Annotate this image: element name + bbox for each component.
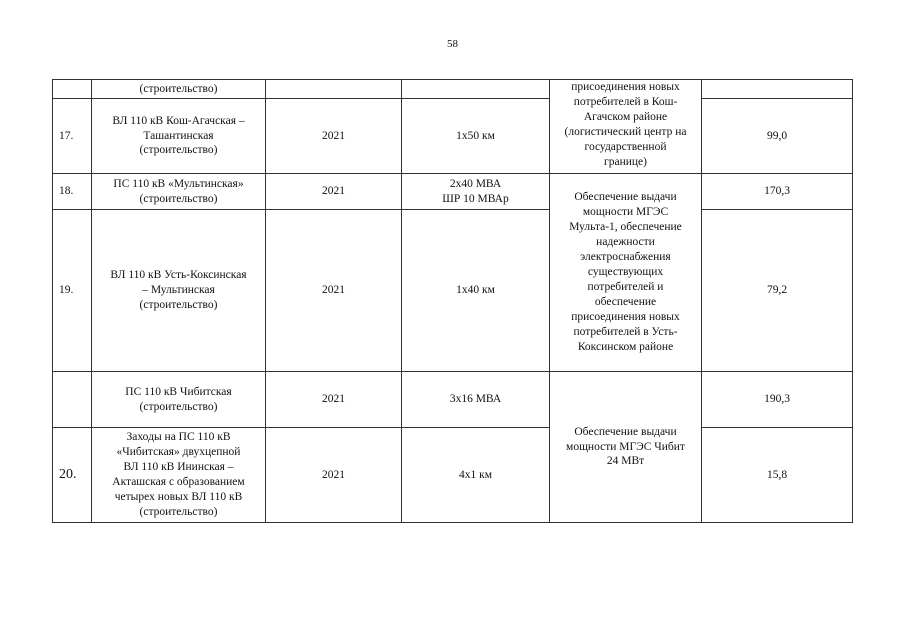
object-name: ВЛ 110 кВ Усть-Коксинская – Мультинская (строительство) — [92, 210, 266, 372]
year-cell — [266, 80, 402, 99]
cost-cell: 190,3 — [702, 372, 853, 428]
object-name: ПС 110 кВ Чибитская (строительство) — [92, 372, 266, 428]
year-cell: 2021 — [266, 99, 402, 174]
year-cell: 2021 — [266, 210, 402, 372]
page-number: 58 — [447, 38, 458, 50]
projects-table — [52, 79, 853, 523]
capacity-cell: 1х50 км — [402, 99, 550, 174]
object-name: (строительство) — [92, 80, 266, 99]
cost-cell — [702, 80, 853, 99]
year-cell: 2021 — [266, 174, 402, 210]
purpose-cell: Обеспечение выдачи мощности МГЭС Чибит 24 МВт — [550, 372, 702, 523]
capacity-cell — [402, 80, 550, 99]
table-row — [53, 174, 853, 210]
row-number: 17. — [53, 99, 92, 174]
object-name: ВЛ 110 кВ Кош-Агачская – Ташантинская (строительство) — [92, 99, 266, 174]
year-cell: 2021 — [266, 372, 402, 428]
capacity-cell: 2х40 МВА ШР 10 МВАр — [402, 174, 550, 210]
capacity-cell: 4х1 км — [402, 428, 550, 523]
table-row — [53, 372, 853, 428]
cost-cell: 79,2 — [702, 210, 853, 372]
object-name: Заходы на ПС 110 кВ «Чибитская» двухцепной ВЛ 110 кВ Ининская – Акташская с образованием четырех новых ВЛ 110 кВ (строительство) — [92, 428, 266, 523]
table-row — [53, 99, 853, 174]
table-row — [53, 80, 853, 99]
row-number — [53, 372, 92, 428]
row-number: 19. — [53, 210, 92, 372]
table-row — [53, 210, 853, 372]
table-row — [53, 428, 853, 523]
cost-cell: 15,8 — [702, 428, 853, 523]
row-number: 18. — [53, 174, 92, 210]
purpose-cell: присоединения новых потребителей в Кош- Агачском районе (логистический центр на государственной границе) — [550, 80, 702, 174]
row-number: 20. — [53, 428, 92, 523]
row-number — [53, 80, 92, 99]
capacity-cell: 3х16 МВА — [402, 372, 550, 428]
object-name: ПС 110 кВ «Мультинская» (строительство) — [92, 174, 266, 210]
cost-cell: 170,3 — [702, 174, 853, 210]
purpose-cell: Обеспечение выдачи мощности МГЭС Мульта-1, обеспечение надежности электроснабжения существующих потребителей и обеспечение присоединения новых потребителей в Усть- Коксинском районе — [550, 174, 702, 372]
cost-cell: 99,0 — [702, 99, 853, 174]
capacity-cell: 1х40 км — [402, 210, 550, 372]
year-cell: 2021 — [266, 428, 402, 523]
